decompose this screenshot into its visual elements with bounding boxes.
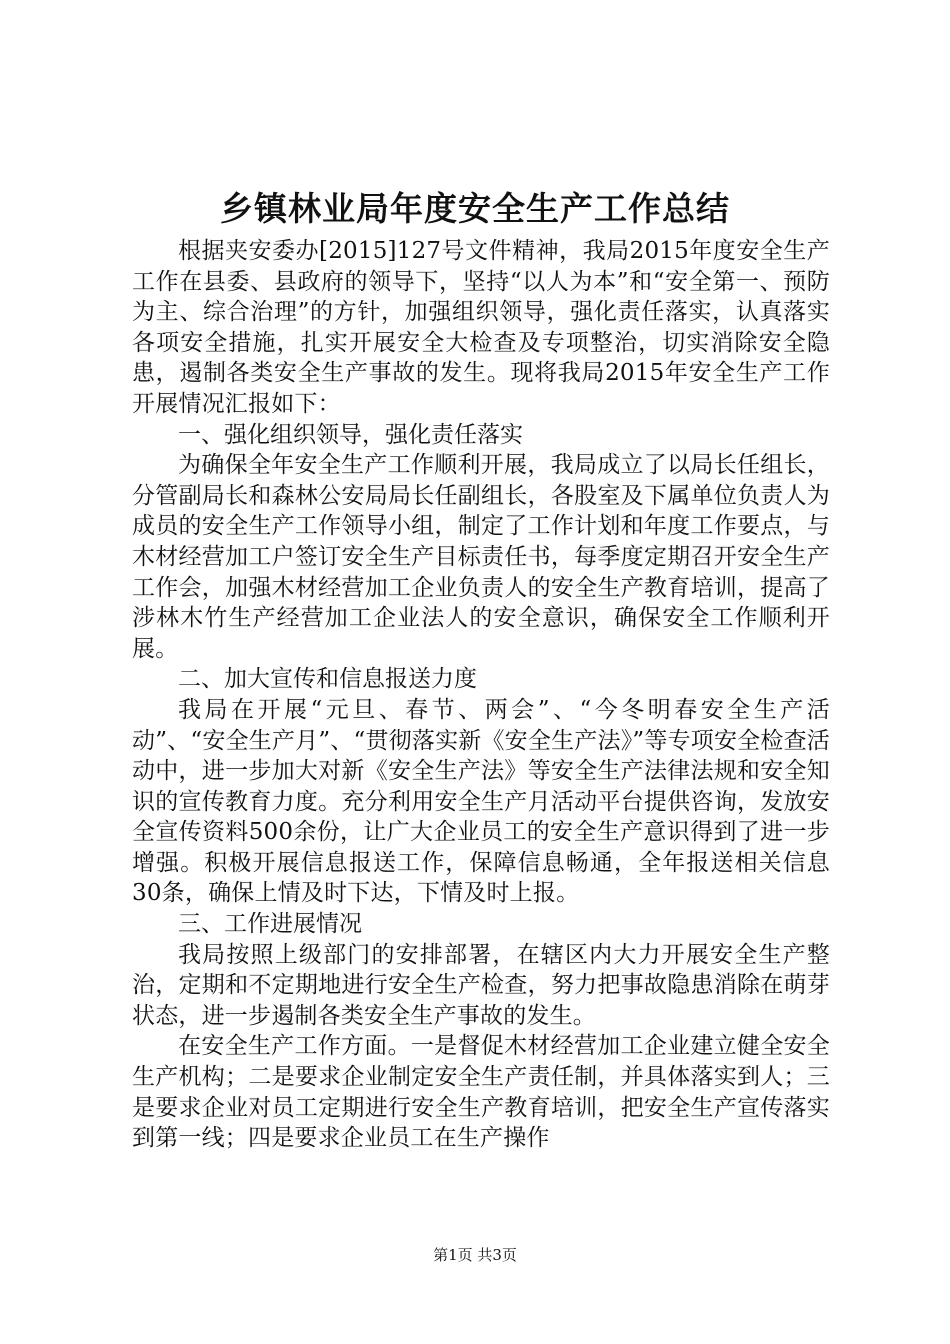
- section-heading-2: 二、加大宣传和信息报送力度: [178, 666, 477, 693]
- section-heading-1: 一、强化组织领导，强化责任落实: [178, 421, 523, 448]
- document-title: 乡镇林业局年度安全生产工作总结: [220, 189, 730, 228]
- paragraph-intro: 根据夹安委办[2015]127号文件精神，我局2015年度安全生产工作在县委、县政府的领导下，坚持“以人为本”和“安全第一、预防为主、综合治理”的方针，加强组织领导，强化责任落实，认真落实各项安全措施，扎实开展安全大检查及专项整治，切实消除安全隐患，遏制各类安全生产事故的发生。现将我局2015年安全生产工作开展情况汇报如下：: [132, 238, 830, 417]
- paragraph-section-3-detail: 在安全生产工作方面。一是督促木材经营加工企业建立健全安全生产机构；二是要求企业制定安全生产责任制，并具体落实到人；三是要求企业对员工定期进行安全生产教育培训，把安全生产宣传落实到第一线；四是要求企业员工在生产操作: [132, 1033, 830, 1152]
- page-footer: 第1页 共3页: [433, 1246, 517, 1264]
- section-heading-3: 三、工作进展情况: [178, 911, 362, 938]
- paragraph-section-3: 我局按照上级部门的安排部署，在辖区内大力开展安全生产整治，定期和不定期地进行安全生产检查，努力把事故隐患消除在萌芽状态，进一步遏制各类安全生产事故的发生。: [132, 941, 830, 1029]
- document-body: [132, 236, 830, 1154]
- paragraph-section-2: 我局在开展“元旦、春节、两会”、“今冬明春安全生产活动”、“安全生产月”、“贯彻落实新《安全生产法》”等专项安全检查活动中，进一步加大对新《安全生产法》等安全生产法律法规和安全知识的宣传教育力度。充分利用安全生产月活动平台提供咨询，发放安全宣传资料500余份，让广大企业员工的安全生产意识得到了进一步增强。积极开展信息报送工作，保障信息畅通，全年报送相关信息30条，确保上情及时下达，下情及时上报。: [132, 696, 830, 907]
- paragraph-section-1: 为确保全年安全生产工作顺利开展，我局成立了以局长任组长，分管副局长和森林公安局局长任副组长，各股室及下属单位负责人为成员的安全生产工作领导小组，制定了工作计划和年度工作要点，与木材经营加工户签订安全生产目标责任书，每季度定期召开安全生产工作会，加强木材经营加工企业负责人的安全生产教育培训，提高了涉林木竹生产经营加工企业法人的安全意识，确保安全工作顺利开展。: [132, 452, 830, 662]
